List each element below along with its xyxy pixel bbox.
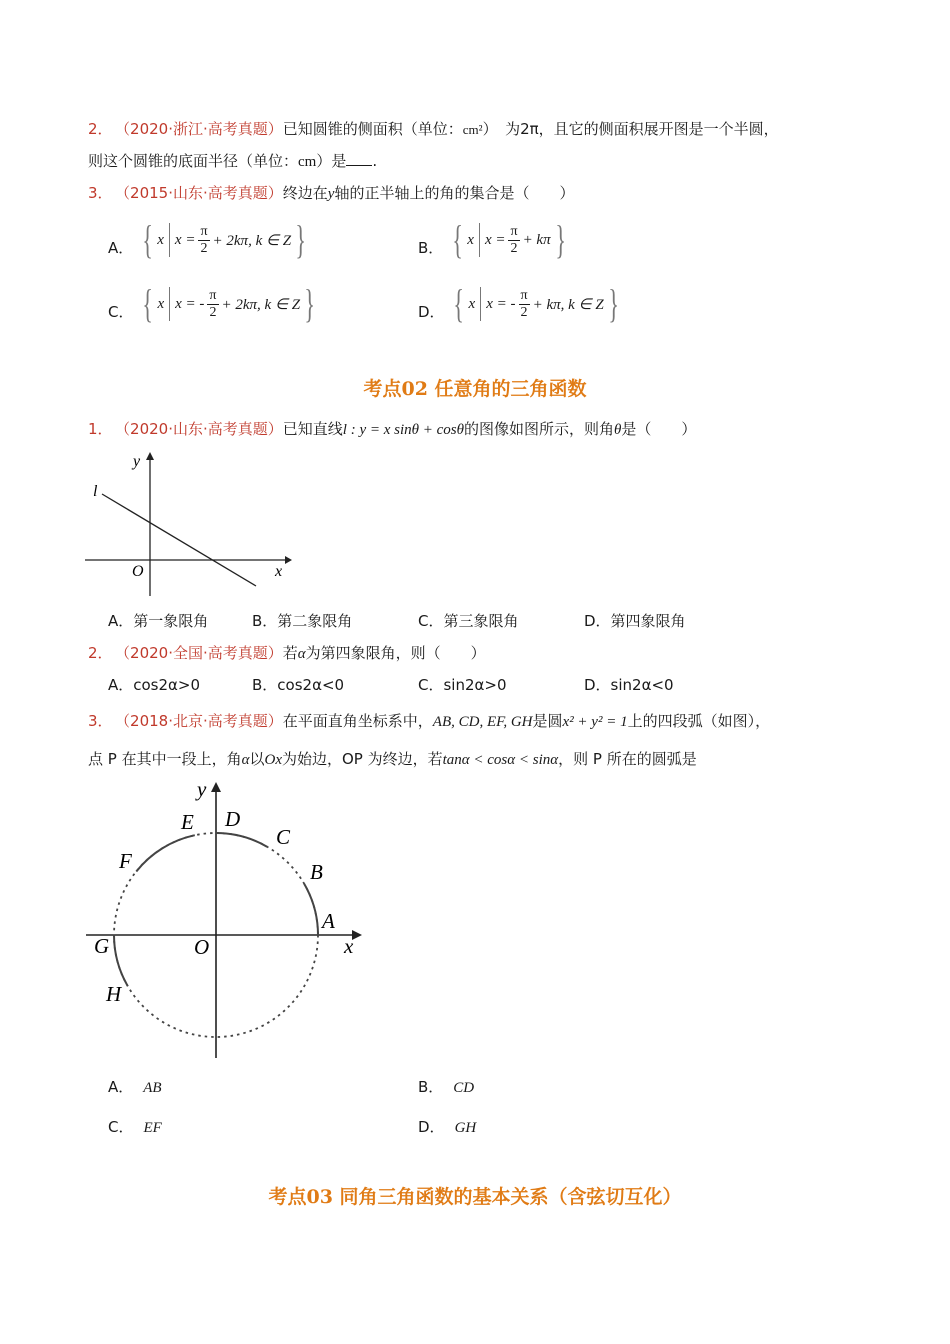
arc-ab xyxy=(304,884,318,935)
origin-label: O xyxy=(194,935,210,959)
question-text: 是（ ） xyxy=(621,420,697,438)
option-b[interactable]: B．cos2α<0 xyxy=(252,676,345,694)
question-text: 则这个圆锥的底面半径（单位： xyxy=(88,152,299,170)
origin-label: O xyxy=(132,563,144,580)
question-text: 轴的正半轴上的角的集合是（ ） xyxy=(334,184,575,202)
x-arrow xyxy=(285,556,292,564)
point-h-label: H xyxy=(106,982,122,1006)
question-text: 点 P 在其中一段上，角 xyxy=(88,750,242,768)
option-a[interactable]: A．cos2α>0 xyxy=(108,676,201,694)
arc-label: AB xyxy=(143,1080,162,1096)
x-label: x xyxy=(275,563,283,580)
frac-den: 2 xyxy=(520,304,528,320)
math-var: Ox xyxy=(264,752,282,768)
option-c[interactable]: C．第三象限角 xyxy=(418,612,519,630)
arcs: AB, CD, EF, GH xyxy=(432,714,533,730)
option-a[interactable] xyxy=(108,1076,162,1097)
arc-label: CD xyxy=(453,1080,475,1096)
option-d[interactable] xyxy=(418,1116,476,1137)
question-text: 是圆 xyxy=(532,712,563,730)
x-arrow xyxy=(352,930,362,940)
question-source: （2020·全国·高考真题） xyxy=(122,644,283,662)
y-arrow xyxy=(146,452,154,460)
option-d[interactable]: D．第四象限角 xyxy=(584,612,686,630)
question-source: （2015·山东·高考真题） xyxy=(122,184,283,202)
expr-pre: x = xyxy=(484,231,506,248)
section-heading-02: 考点02 任意角的三角函数 xyxy=(363,378,587,400)
l-label: l xyxy=(93,483,98,500)
unit: cm xyxy=(298,154,317,170)
y-arrow xyxy=(211,782,221,792)
point-b-label: B xyxy=(310,860,323,884)
question-text: 为始边，OP 为终边，若 xyxy=(281,750,443,768)
question-number: 3． xyxy=(88,184,113,202)
point-d-label: D xyxy=(225,807,241,831)
arc-cd xyxy=(216,833,267,847)
option-b[interactable] xyxy=(418,1076,474,1097)
question-text: 的图像如图所示，则角 xyxy=(464,420,615,438)
arc-label: EF xyxy=(143,1120,162,1136)
question-text: 已知圆锥的侧面积（单位： xyxy=(282,120,463,138)
option-label: C． xyxy=(108,303,134,321)
question-text: 终边在 xyxy=(282,184,328,202)
option-label: B． xyxy=(418,1078,444,1096)
option-d[interactable]: D．sin2α<0 xyxy=(584,676,674,694)
answer-blank xyxy=(346,153,372,166)
point-f-label: F xyxy=(119,849,132,873)
option-c[interactable] xyxy=(108,1116,162,1137)
expr-post: + 2kπ, k ∈ Z xyxy=(212,232,292,249)
set-var: x xyxy=(467,231,474,248)
unit: cm² xyxy=(462,122,483,137)
set-expression: { x x = - $\frac{\pi}{2}$ + 2kπ, k ∈ Z } xyxy=(142,281,316,326)
question-number: 2． xyxy=(88,120,113,138)
point-c-label: C xyxy=(276,825,291,849)
frac-num: π xyxy=(520,288,528,304)
point-g-label: G xyxy=(94,934,110,958)
option-label: D． xyxy=(418,1118,445,1136)
y-label: y xyxy=(197,778,207,801)
unit-circle-graph xyxy=(80,778,370,1063)
frac-den: 2 xyxy=(209,304,217,320)
option-a[interactable] xyxy=(108,217,310,262)
line-l xyxy=(102,494,256,586)
question-3-beijing-line2 xyxy=(88,748,697,769)
arc-ef xyxy=(136,835,195,871)
math-var: y xyxy=(327,186,335,202)
section-heading-03: 考点03 同角三角函数的基本关系（含弦切互化） xyxy=(268,1186,682,1208)
set-expression: { x x = $\frac{\pi}{2}$ + 2kπ, k ∈ Z } xyxy=(142,217,307,262)
option-label: A． xyxy=(108,1078,134,1096)
math-var: α xyxy=(241,752,250,768)
set-var: x xyxy=(157,231,164,248)
point-a-label: A xyxy=(322,909,335,933)
option-a[interactable]: A．第一象限角 xyxy=(108,612,209,630)
question-text: . xyxy=(372,152,378,170)
question-text: 上的四段弧（如图）， xyxy=(627,712,771,730)
option-label: B． xyxy=(418,239,444,257)
question-source: （2018·北京·高考真题） xyxy=(122,712,283,730)
question-text: 已知直线 xyxy=(282,420,343,438)
question-text: ） 为2π，且它的侧面积展开图是一个半圆， xyxy=(482,120,779,138)
option-c[interactable]: C．sin2α>0 xyxy=(418,676,507,694)
question-source: （2020·浙江·高考真题） xyxy=(122,120,283,138)
frac-den: 2 xyxy=(510,240,518,256)
question-3-beijing xyxy=(88,710,770,731)
frac-num: π xyxy=(510,224,518,240)
y-label: y xyxy=(133,453,141,470)
point-e-label: E xyxy=(181,810,194,834)
set-expression: { x x = - $\frac{\pi}{2}$ + kπ, k ∈ Z } xyxy=(453,281,619,326)
expr-pre: x = - xyxy=(175,295,205,312)
expr-post: + kπ xyxy=(522,231,551,248)
question-text: 在平面直角坐标系中， xyxy=(282,712,433,730)
question-number: 2． xyxy=(88,644,113,662)
question-text: 若 xyxy=(282,644,298,662)
option-label: A． xyxy=(108,239,134,257)
math-var: α xyxy=(297,646,306,662)
expr-post: + 2kπ, k ∈ Z xyxy=(221,296,301,313)
expr-post: + kπ, k ∈ Z xyxy=(532,296,604,313)
arc-gh xyxy=(114,935,128,986)
option-b[interactable]: B．第二象限角 xyxy=(252,612,353,630)
question-2-zhejiang-line2 xyxy=(88,150,377,171)
question-1-shandong xyxy=(88,418,696,439)
set-var: x xyxy=(157,295,165,312)
expr-pre: x = xyxy=(174,231,196,248)
x-label: x xyxy=(344,934,354,958)
set-var: x xyxy=(468,295,476,312)
expr-pre: x = - xyxy=(486,295,516,312)
arc-label: GH xyxy=(454,1120,477,1136)
question-2-national xyxy=(88,642,486,663)
option-label: C． xyxy=(108,1118,134,1136)
option-label: D． xyxy=(418,303,445,321)
frac-num: π xyxy=(209,288,217,304)
set-expression: { x x = $\frac{\pi}{2}$ + kπ } xyxy=(452,217,566,262)
question-source: （2020·山东·高考真题） xyxy=(122,420,283,438)
formula: l : y = x sinθ + cosθ xyxy=(342,422,464,438)
question-3-shandong xyxy=(88,182,574,203)
question-number: 1． xyxy=(88,420,113,438)
line-graph xyxy=(80,448,300,600)
frac-num: π xyxy=(200,224,208,240)
question-number: 3． xyxy=(88,712,113,730)
math-var: θ xyxy=(614,422,622,438)
circle-eq: x² + y² = 1 xyxy=(562,714,628,730)
option-c[interactable] xyxy=(108,281,319,326)
question-2-zhejiang xyxy=(88,118,779,139)
option-b[interactable] xyxy=(418,217,570,262)
question-text: 为第四象限角，则（ ） xyxy=(305,644,486,662)
option-d[interactable] xyxy=(418,281,623,326)
question-text: 以 xyxy=(249,750,265,768)
question-text: ）是 xyxy=(316,152,347,170)
question-text: ，则 P 所在的圆弧是 xyxy=(558,750,697,768)
inequality: tanα < cosα < sinα xyxy=(442,752,559,768)
frac-den: 2 xyxy=(200,240,208,256)
